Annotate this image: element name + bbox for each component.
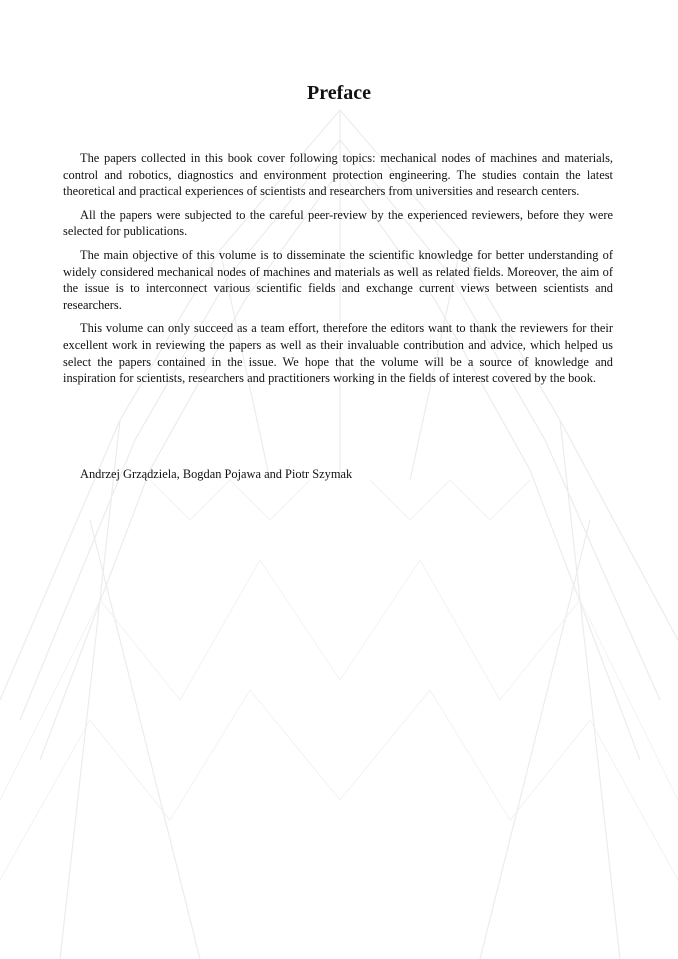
editors-signature: Andrzej Grządziela, Bogdan Pojawa and Piotr Szymak — [80, 467, 353, 481]
paragraph: The papers collected in this book cover following topics: mechanical nodes of machines and materials, control and robotics, diagnostics and environment protection engineering. The studies contain the latest theoretical and practical experiences of scientists and researchers from universities and research centers. — [63, 151, 613, 199]
paragraph: The main objective of this volume is to disseminate the scientific knowledge for better understanding of widely considered mechanical nodes of machines and materials as well as related fields. Moreover, the aim of the issue is to interconnect various scientific fields and exchange current views between scientists and researchers. — [63, 247, 613, 312]
paragraph: All the papers were subjected to the careful peer-review by the experienced reviewers, before they were selected for publications. — [63, 207, 613, 239]
page-title: Preface — [306, 82, 372, 104]
paragraph: This volume can only succeed as a team effort, therefore the editors want to thank the reviewers for their excellent work in reviewing the papers as well as their invaluable contribution and advice, which helped us select the papers contained in the issue. We hope that the volume will be a source of knowledge and inspiration for scientists, researchers and practitioners working in the fields of interest covered by the book. — [63, 321, 613, 386]
preface-body — [63, 150, 613, 394]
